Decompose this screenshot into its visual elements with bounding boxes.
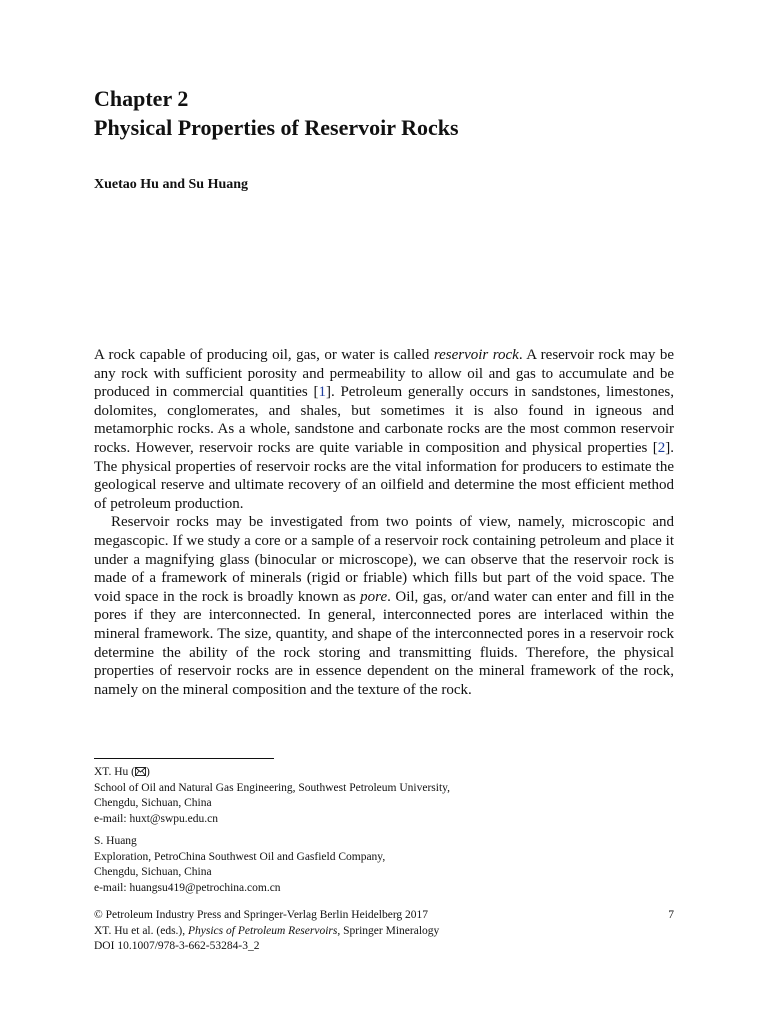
footnote-divider: [94, 758, 274, 759]
doi-line[interactable]: DOI 10.1007/978-3-662-53284-3_2: [94, 940, 260, 952]
footnote-author-2: [94, 834, 674, 896]
body-text: [94, 346, 674, 699]
chapter-title: Physical Properties of Reservoir Rocks: [94, 115, 459, 140]
author-1-name-line: [94, 765, 674, 781]
chapter-label: Chapter 2: [94, 86, 189, 111]
author-2-affiliation: Exploration, PetroChina Southwest Oil and Gasfield Company,: [94, 850, 386, 863]
author-1-email[interactable]: e-mail: huxt@swpu.edu.cn: [94, 812, 218, 825]
author-1-affiliation: School of Oil and Natural Gas Engineering, Southwest Petroleum University,: [94, 781, 451, 794]
author-1-location: Chengdu, Sichuan, China: [94, 797, 212, 809]
paragraph-2: [94, 513, 674, 699]
citation-link-2[interactable]: 2: [657, 439, 666, 456]
book-title: Physics of Petroleum Reservoirs: [188, 924, 338, 937]
page-number: 7: [668, 909, 674, 921]
copyright-block: [94, 908, 674, 955]
envelope-icon[interactable]: [135, 767, 146, 776]
citation-editors: XT. Hu et al. (eds.),: [94, 924, 188, 937]
authors: Xuetao Hu and Su Huang: [94, 177, 249, 192]
text-span: ]. Petroleum generally occurs in sandstones, limestones, dolomites, conglomerates, and shales, but sometimes it is also found in igneous and metamorphic rocks. As a whole, sandstone and carbonate rocks are the most common reservoir rocks. However, reservoir rocks are quite variable in composition and physical properties [: [94, 384, 674, 456]
author-1-name: XT. Hu (: [94, 766, 135, 778]
text-span: Reservoir rocks may be investigated from two points of view, namely, microscopic and megascopic. If we study a core or a sample of a reservoir rock containing petroleum and place it under a magnifying glass (binocular or microscope), we can observe that the reservoir rock is made of a framework of minerals (rigid or friable) which fills but part of the void space. The void space in the rock is broadly known as: [94, 514, 674, 605]
author-2-location: Chengdu, Sichuan, China: [94, 866, 212, 878]
author-1-name-close: ): [146, 766, 150, 778]
footnote-author-1: [94, 765, 674, 827]
text-span: . A reservoir rock may be any rock with sufficient porosity and permeability to allow oil and gas to accumulate and be produced in commercial quantities [: [94, 347, 674, 401]
author-2-name: S. Huang: [94, 835, 137, 847]
paragraph-1: [94, 346, 674, 513]
text-span: . Oil, gas, or/and water can enter and fill in the pores if they are interconnected. In general, interconnected pores are interlaced within the mineral framework. The size, quantity, and shape of the interconnected pores in a reservoir rock determine the ability of the rock storing and transmitting fluids. Therefore, the physical properties of reservoir rocks are in essence dependent on the mineral framework of the rock, namely on the mineral composition and the texture of the rock.: [94, 588, 674, 698]
text-span: ]. The physical properties of reservoir rocks are the vital information for producers to estimate the geological reserve and ultimate recovery of an oilfield and determine the most efficient method of petroleum production.: [94, 439, 674, 512]
author-2-email[interactable]: e-mail: huangsu419@petrochina.com.cn: [94, 881, 281, 894]
citation-line: [94, 924, 674, 940]
copyright-line: © Petroleum Industry Press and Springer-Verlag Berlin Heidelberg 2017: [94, 909, 429, 921]
series-name: , Springer Mineralogy: [337, 924, 440, 937]
term-reservoir-rock: reservoir rock: [433, 347, 519, 363]
term-pore: pore: [360, 588, 388, 605]
citation-link-1[interactable]: 1: [318, 384, 326, 401]
text-span: A rock capable of producing oil, gas, or water is called: [94, 347, 434, 363]
